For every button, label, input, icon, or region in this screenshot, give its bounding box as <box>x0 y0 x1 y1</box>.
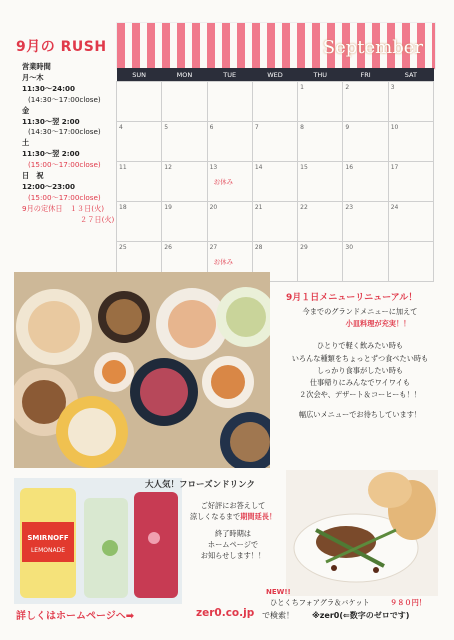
calendar-day-cell <box>117 162 162 202</box>
business-hours <box>22 62 127 226</box>
renewal-line-3: ひとりで軽く飲みたい時も <box>316 341 404 351</box>
calendar-day-cell <box>343 242 388 282</box>
calendar-day-number: 17 <box>390 164 399 171</box>
renewal-title: 9月１日メニューリニューアル！ <box>286 293 418 303</box>
sat-break: (15:00～17:00close) <box>28 160 101 170</box>
sun-time: 12:00～23:00 <box>22 181 75 191</box>
renewal-line-7: ２次会や、デザート＆コーヒーも！！ <box>299 390 421 400</box>
drink-photo <box>14 478 182 604</box>
calendar-day-number: 6 <box>209 124 214 131</box>
calendar-day-number: 3 <box>390 84 395 91</box>
calendar-day-header: WED <box>252 68 297 82</box>
drink-title: 大人気！フローズンドリンク <box>145 480 255 490</box>
calendar-day-cell <box>252 162 297 202</box>
renewal-line-6: 仕事帰りにみんなでワイワイも <box>309 378 411 388</box>
calendar-day-number: 13 <box>209 164 218 171</box>
calendar-week <box>117 122 434 162</box>
calendar-day-number: 22 <box>300 204 308 211</box>
calendar-day-cell <box>207 122 252 162</box>
drink-line-1: ご好評にお答えして <box>200 501 266 510</box>
calendar-day-cell <box>298 202 343 242</box>
sun-label: 日 祝 <box>22 171 44 181</box>
calendar-day-number: 27 <box>209 244 218 251</box>
calendar-day-header: SUN <box>117 68 162 82</box>
renewal-line-8: 幅広いメニューでお待ちしています！ <box>298 410 422 420</box>
calendar-day-number: 1 <box>300 84 304 91</box>
calendar-day-number: 29 <box>300 244 308 251</box>
calendar-day-cell <box>298 122 343 162</box>
footer-url[interactable]: zer0.co.jp <box>196 607 255 619</box>
weekday-break: (14:30～17:00close) <box>28 94 101 104</box>
sat-label: 土 <box>22 138 30 148</box>
calendar-day-number: 20 <box>209 204 218 211</box>
drink-brand-2: LEMONADE <box>30 547 66 554</box>
calendar-day-number: 24 <box>390 204 399 211</box>
renewal-line-2: 小皿料理が充実！！ <box>345 319 411 329</box>
calendar-day-cell <box>117 202 162 242</box>
calendar-day-number: 8 <box>300 124 304 131</box>
calendar-day-number: 23 <box>345 204 354 211</box>
calendar-day-cell <box>388 162 433 202</box>
calendar-day-number: 7 <box>254 124 259 131</box>
calendar-day-cell <box>117 82 162 122</box>
calendar-day-number: 15 <box>300 164 308 171</box>
drink-line-2a: 涼しくなるまで <box>189 512 241 521</box>
calendar-day-cell <box>343 82 388 122</box>
calendar-day-cell <box>388 82 433 122</box>
renewal-line-5: しっかり食事がしたい時も <box>316 365 404 375</box>
calendar-day-cell <box>162 162 207 202</box>
closed-day-label: お休み <box>213 258 234 266</box>
drink-body <box>178 500 288 561</box>
calendar-day-header: SAT <box>388 68 433 82</box>
drink-brand-1: SMIRNOFF <box>27 534 69 542</box>
weekday-time: 11:30～24:00 <box>22 83 75 93</box>
footer-note: ※zer0(⇐数字のゼロです) <box>312 611 410 620</box>
calendar-day-number: 18 <box>119 204 127 211</box>
foie-gras-photo <box>286 470 438 596</box>
sun-break: (15:00～17:00close) <box>28 192 101 202</box>
calendar-week <box>117 202 434 242</box>
calendar-day-header: THU <box>298 68 343 82</box>
calendar-day-number: 21 <box>254 204 263 211</box>
calendar-day-cell <box>343 202 388 242</box>
calendar-day-cell <box>343 122 388 162</box>
food-photo <box>14 272 270 468</box>
calendar-day-header: FRI <box>343 68 388 82</box>
calendar-month: September <box>322 37 423 58</box>
calendar-day-cell <box>207 162 252 202</box>
calendar-day-header: MON <box>162 68 207 82</box>
calendar-day-number: 30 <box>345 244 354 251</box>
calendar-week <box>117 162 434 202</box>
calendar-day-number: 2 <box>345 84 350 91</box>
calendar-day-cell <box>117 122 162 162</box>
calendar-day-cell <box>162 82 207 122</box>
renewal-line-1: 今までのグランドメニューに加えて <box>302 307 418 316</box>
calendar-day-number: 10 <box>390 124 399 131</box>
calendar-day-number: 5 <box>164 124 169 131</box>
renewal-line-4: いろんな種類をちょっとずつ食べたい時も <box>291 353 429 363</box>
calendar-day-cell <box>388 122 433 162</box>
holiday-line-1: 9月の定休日 １３日(火) <box>22 203 105 213</box>
drink-line-4: ホームページで <box>207 540 259 549</box>
new-item-name: ひとくちフォアグラ＆バケット <box>270 598 370 607</box>
calendar-day-cell <box>252 122 297 162</box>
new-item <box>270 598 426 608</box>
calendar-day-number: 28 <box>254 244 263 251</box>
calendar-day-number: 14 <box>254 164 263 171</box>
renewal-body <box>280 306 440 422</box>
closed-day-label: お休み <box>213 178 234 186</box>
calendar-day-cell <box>162 202 207 242</box>
calendar-day-number: 25 <box>119 244 127 251</box>
calendar-day-cell <box>298 242 343 282</box>
calendar-day-cell <box>252 202 297 242</box>
calendar-header <box>116 22 436 70</box>
calendar-day-cell <box>388 242 433 282</box>
page-title: 9月の RUSH <box>16 39 107 55</box>
holiday-line-2: ２７日(火) <box>80 214 115 224</box>
drink-line-5: お知らせします！！ <box>200 551 266 560</box>
weekday-label: 月～木 <box>22 72 44 82</box>
hours-heading: 営業時間 <box>22 62 51 71</box>
fri-label: 金 <box>22 105 30 115</box>
calendar-day-number: 11 <box>119 164 127 171</box>
calendar-day-cell <box>388 202 433 242</box>
calendar-day-number: 19 <box>164 204 172 211</box>
calendar-day-cell <box>162 122 207 162</box>
fri-time: 11:30～翌 2:00 <box>22 116 80 126</box>
calendar-day-cell <box>207 82 252 122</box>
drink-line-2b: 期間延長！ <box>240 512 277 521</box>
calendar-day-cell <box>207 202 252 242</box>
calendar-day-number: 12 <box>164 164 172 171</box>
calendar-day-number: 9 <box>345 124 350 131</box>
footer-search-text: で検索！ <box>262 611 294 620</box>
footer-homepage-text: 詳しくはホームページへ➡ <box>16 611 135 622</box>
calendar <box>116 68 434 282</box>
calendar-day-header: TUE <box>207 68 252 82</box>
calendar-day-cell <box>298 82 343 122</box>
calendar-day-number: 26 <box>164 244 172 251</box>
calendar-day-cell <box>343 162 388 202</box>
calendar-day-number: 16 <box>345 164 354 171</box>
calendar-week <box>117 82 434 122</box>
new-label: NEW!! <box>266 588 291 596</box>
new-item-price: ９８０円！ <box>390 598 426 607</box>
calendar-day-number: 4 <box>119 124 123 131</box>
fri-break: (14:30～17:00close) <box>28 127 101 137</box>
drink-line-3: 終了時期は <box>215 529 251 538</box>
calendar-day-cell <box>252 82 297 122</box>
sat-time: 11:30～翌 2:00 <box>22 149 80 159</box>
calendar-day-cell <box>298 162 343 202</box>
